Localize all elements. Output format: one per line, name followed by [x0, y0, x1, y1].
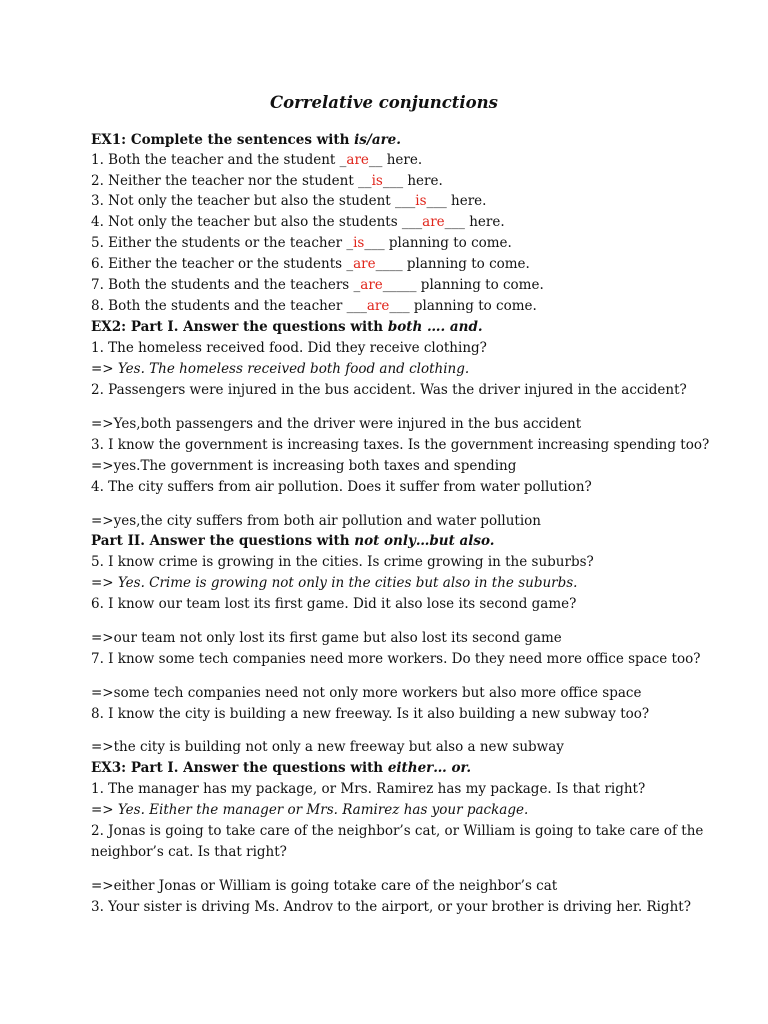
ex1-answer: are	[360, 277, 383, 293]
ex1-item-text: _____ planning to come.	[382, 277, 544, 293]
ex2-question-6: 6. I know our team lost its first game. Did it also lose its second game?	[91, 596, 577, 612]
ex2-part1-heading-text: EX2: Part I. Answer the questions with	[91, 319, 388, 335]
ex2-question-8: 8. I know the city is building a new freeway. Is it also building a new subway too?	[91, 706, 650, 722]
ex1-item-text: ___ planning to come.	[364, 235, 512, 251]
ex3-question-2-line-2: neighbor’s cat. Is that right?	[91, 844, 287, 860]
ex2-answer-1: => Yes. The homeless received both food and clothing.	[91, 361, 470, 377]
ex1-item-text: 7. Both the students and the teachers _	[91, 277, 361, 293]
ex1-item-text: __ here.	[368, 152, 423, 168]
ex3-answer-2: =>either Jonas or William is going totake care of the neighbor’s cat	[91, 878, 558, 894]
ex1-heading-text: EX1: Complete the sentences with	[91, 132, 355, 148]
ex1-item-text: ___ here.	[444, 214, 505, 230]
ex1-item-6	[91, 255, 530, 273]
ex2-question-5: 5. I know crime is growing in the cities. Is crime growing in the suburbs?	[91, 554, 594, 570]
ex1-item-text: ___ here.	[382, 173, 443, 189]
ex2-answer-8: =>the city is building not only a new freeway but also a new subway	[91, 739, 564, 755]
ex1-item-3	[91, 192, 486, 210]
ex1-item-2	[91, 172, 443, 190]
ex2-part2-heading-text: Part II. Answer the questions with	[91, 533, 355, 549]
ex1-item-text: 6. Either the teacher or the students _	[91, 256, 354, 272]
ex3-part1-heading-emphasis: either… or.	[387, 760, 472, 776]
ex1-answer: is	[415, 193, 427, 209]
ex2-answer-7: =>some tech companies need not only more workers but also more office space	[91, 685, 642, 701]
ex1-answer: are	[366, 298, 390, 314]
ex1-heading-emphasis: is/are.	[354, 132, 401, 148]
ex2-question-2: 2. Passengers were injured in the bus accident. Was the driver injured in the accident?	[91, 382, 687, 398]
ex3-question-1: 1. The manager has my package, or Mrs. Ramirez has my package. Is that right?	[91, 781, 646, 797]
ex1-item-text: 2. Neither the teacher nor the student __	[91, 173, 372, 189]
ex1-item-text: ____ planning to come.	[375, 256, 530, 272]
ex1-item-text: ___ here.	[426, 193, 487, 209]
ex1-item-text: ___ planning to come.	[389, 298, 537, 314]
ex2-part2-heading-emphasis: not only…but also.	[354, 533, 495, 549]
ex2-part1-heading	[91, 318, 483, 336]
ex3-answer-1: => Yes. Either the manager or Mrs. Ramirez has your package.	[91, 802, 529, 818]
ex2-answer-5: => Yes. Crime is growing not only in the cities but also in the suburbs.	[91, 575, 578, 591]
ex1-item-text: 3. Not only the teacher but also the student ___	[91, 193, 416, 209]
ex1-heading	[91, 131, 401, 149]
ex3-question-2-line-1: 2. Jonas is going to take care of the neighbor’s cat, or William is going to take care of the	[91, 823, 704, 839]
ex3-part1-heading-text: EX3: Part I. Answer the questions with	[91, 760, 388, 776]
ex2-answer-6: =>our team not only lost its first game but also lost its second game	[91, 630, 562, 646]
ex2-answer-2: =>Yes,both passengers and the driver were injured in the bus accident	[91, 416, 582, 432]
ex3-part1-heading	[91, 759, 471, 777]
ex1-answer: are	[353, 256, 376, 272]
ex1-item-5	[91, 234, 512, 252]
ex2-part1-heading-emphasis: both …. and.	[387, 319, 483, 335]
ex1-item-7	[91, 276, 544, 294]
ex1-answer: is	[371, 173, 383, 189]
ex2-answer-4: =>yes,the city suffers from both air pollution and water pollution	[91, 513, 541, 529]
ex1-item-text: 4. Not only the teacher but also the students ___	[91, 214, 423, 230]
ex1-item-4	[91, 213, 505, 231]
ex2-answer-3: =>yes.The government is increasing both taxes and spending	[91, 458, 517, 474]
ex2-question-1: 1. The homeless received food. Did they receive clothing?	[91, 340, 487, 356]
ex1-answer: is	[353, 235, 365, 251]
ex1-answer: are	[422, 214, 445, 230]
ex2-question-7: 7. I know some tech companies need more workers. Do they need more office space too?	[91, 651, 701, 667]
ex2-part2-heading	[91, 532, 494, 550]
ex1-item-text: 8. Both the students and the teacher ___	[91, 298, 367, 314]
ex3-question-3: 3. Your sister is driving Ms. Androv to the airport, or your brother is driving her. Right?	[91, 899, 691, 915]
ex1-item-text: 5. Either the students or the teacher _	[91, 235, 354, 251]
ex2-question-4: 4. The city suffers from air pollution. Does it suffer from water pollution?	[91, 479, 592, 495]
ex1-item-1	[91, 151, 422, 169]
ex2-question-3: 3. I know the government is increasing taxes. Is the government increasing spending too?	[91, 437, 710, 453]
page-title: Correlative conjunctions	[270, 93, 498, 112]
ex1-item-8	[91, 297, 537, 315]
ex1-item-text: 1. Both the teacher and the student _	[91, 152, 347, 168]
ex1-answer: are	[346, 152, 369, 168]
